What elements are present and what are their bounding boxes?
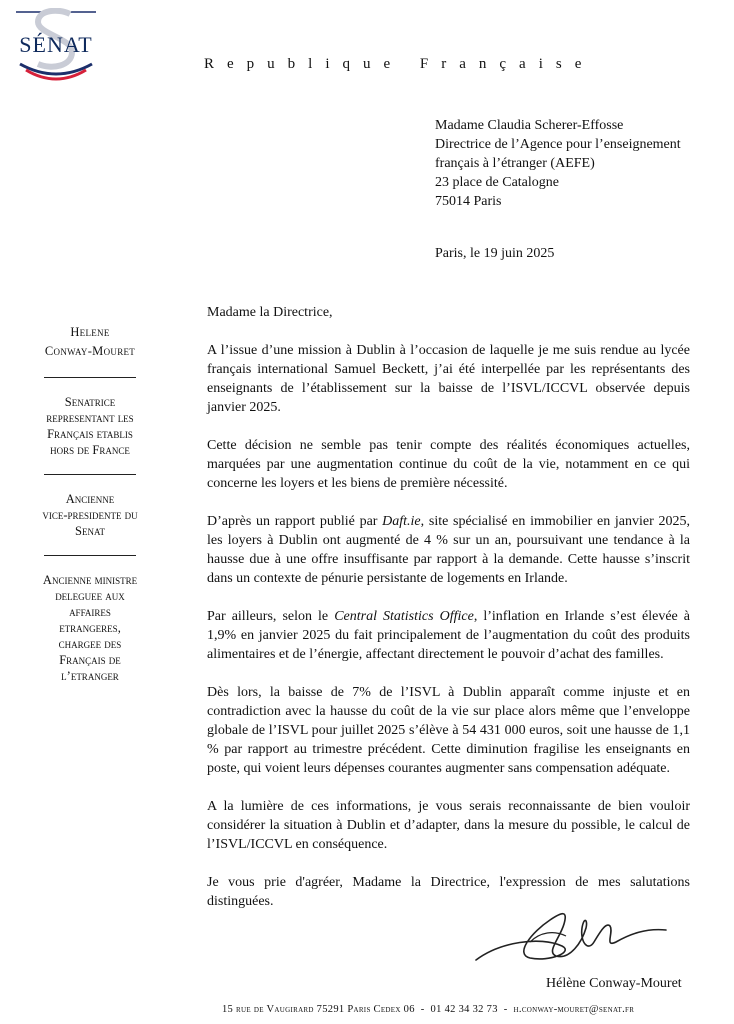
sidebar-line: chargee des	[58, 637, 122, 651]
signature-icon	[470, 902, 680, 970]
handwritten-signature	[470, 902, 680, 970]
letter-date: Paris, le 19 juin 2025	[435, 246, 555, 261]
addressee-line: Directrice de l’Agence pour l’enseignement	[435, 137, 681, 152]
divider	[44, 474, 136, 475]
paragraph-inflation	[207, 607, 690, 664]
sidebar-line: Français etablis	[47, 427, 133, 441]
sender-title-senatrice	[20, 394, 160, 458]
addressee-line: 75014 Paris	[435, 194, 502, 209]
paragraph-context: Cette décision ne semble pas tenir compte des réalités économiques actuelles, marquées par une augmentation continue du coût de la vie, notamment en ce qui concerne les loyers et les biens de première nécessité.	[207, 438, 690, 491]
divider	[44, 377, 136, 378]
sender-first-name: Helene	[70, 325, 110, 339]
sidebar-line: affaires	[69, 605, 111, 619]
addressee-line: Madame Claudia Scherer-Effosse	[435, 118, 624, 133]
sidebar-line: l’etranger	[61, 669, 119, 683]
footer-separator: -	[420, 1004, 425, 1015]
salutation: Madame la Directrice,	[207, 305, 333, 320]
addressee-line: 23 place de Catalogne	[435, 175, 560, 190]
footer-separator: -	[503, 1004, 508, 1015]
addressee-block	[435, 116, 681, 211]
paragraph-isvl: Dès lors, la baisse de 7% de l’ISVL à Dublin apparaît comme injuste et en contradiction avec la hausse du coût de la vie sur place alors même que l’enveloppe globale de l’ISVL pour juillet 2025 s’élève à 54 431 000 euros, soit une hausse de 1,1 % par rapport au trimestre précédent. Cette diminution fragilise les enseignants en poste, qui voient leurs dépenses courantes augmenter sans compensation adéquate.	[207, 685, 690, 776]
paragraph-request: A la lumière de ces informations, je vous serais reconnaissante de bien vouloir considérer la situation à Dublin et d’adapter, dans la mesure du possible, le calcul de l’ISVL/ICCVL en conséquence.	[207, 799, 690, 852]
paragraph-rents	[207, 512, 690, 588]
sidebar-line: Ancienne ministre	[42, 573, 138, 587]
sidebar-line: vice-presidente du	[42, 508, 138, 522]
sender-name	[20, 323, 160, 361]
senat-logo-text: SÉNAT	[19, 32, 93, 57]
footer-email: h.conway-mouret@senat.fr	[513, 1004, 635, 1015]
source-name: Daft.ie	[382, 514, 421, 529]
source-name: Central Statistics Office	[334, 609, 474, 624]
sender-sidebar	[20, 323, 160, 684]
sender-title-ministre	[20, 572, 160, 684]
sidebar-line: etrangeres,	[59, 621, 121, 635]
footer-address: 15 rue de Vaugirard 75291 Paris Cedex 06	[222, 1004, 415, 1015]
footer-contact	[222, 1004, 634, 1015]
addressee-line: français à l’étranger (AEFE)	[435, 156, 595, 171]
republic-header: Republique Française	[204, 56, 595, 72]
signer-name: Hélène Conway-Mouret	[546, 976, 682, 991]
sidebar-line: representant les	[46, 411, 134, 425]
text-run: D’après un rapport publié par	[207, 514, 383, 529]
sidebar-line: Senat	[75, 524, 105, 538]
letter-body	[207, 303, 690, 930]
sender-title-vice-presidente	[20, 491, 160, 539]
text-run: , l’inflation en Irlande s’est élevée à 1,9% en janvier 2025 du fait principalement de l’augmentation du coût des produits alimentaires et de l’énergie, affectant directement le pouvoir d’achat des familles.	[207, 609, 691, 662]
senat-logo	[12, 8, 100, 88]
sidebar-line: deleguee aux	[55, 589, 125, 603]
text-run: , site spécialisé en immobilier en janvier 2025, les loyers à Dublin ont augmenté de 4 % sur un an, poursuivant une tendance à la hausse due à une offre insuffisante par rapport à la demande. Cette hausse s’inscrit dans un contexte de pénurie persistante de logements en Irlande.	[207, 514, 690, 586]
sender-last-name: Conway-Mouret	[44, 344, 136, 358]
divider	[44, 555, 136, 556]
sidebar-line: Ancienne	[65, 492, 115, 506]
footer-phone: 01 42 34 32 73	[430, 1004, 498, 1015]
sidebar-line: Français de	[59, 653, 121, 667]
sidebar-line: hors de France	[50, 443, 130, 457]
paragraph-closing: Je vous prie d'agréer, Madame la Directrice, l'expression de mes salutations distinguées.	[207, 875, 690, 909]
text-run: Par ailleurs, selon le	[207, 609, 335, 624]
paragraph-mission: A l’issue d’une mission à Dublin à l’occasion de laquelle je me suis rendue au lycée français international Samuel Beckett, j’ai été interpellée par les représentants des enseignants de l’établissement sur la baisse de l’ISVL/ICCVL observée depuis janvier 2025.	[207, 343, 690, 415]
sidebar-line: Senatrice	[64, 395, 116, 409]
